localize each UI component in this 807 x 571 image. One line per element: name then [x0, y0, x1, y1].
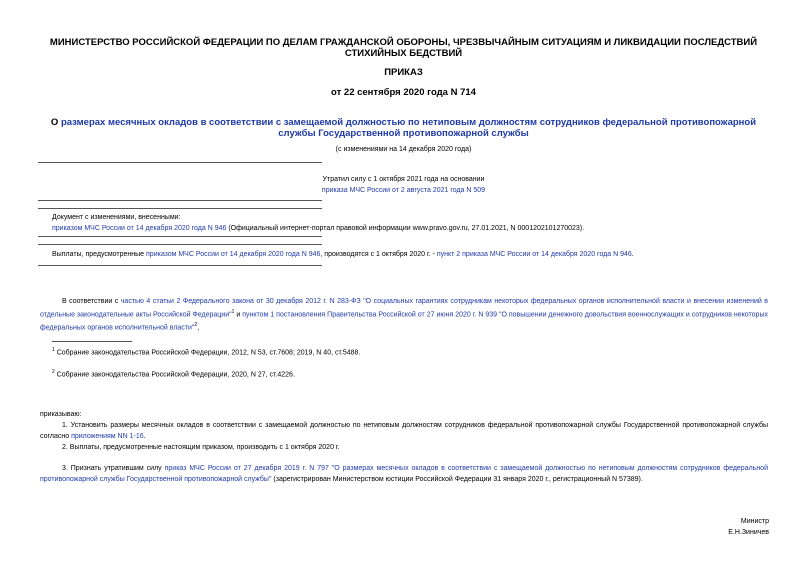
- payments-text: .: [631, 251, 634, 258]
- appendices-link[interactable]: приложениям NN 1-16: [71, 433, 144, 440]
- amendments-label: Документ с изменениями, внесенными:: [52, 214, 181, 221]
- expiry-link[interactable]: приказа МЧС России от 2 августа 2021 года N 509: [321, 187, 486, 194]
- item-1: [40, 420, 768, 442]
- footnote-mark: 2: [194, 322, 198, 329]
- signature-position: Министр: [740, 518, 769, 525]
- divider-line: [38, 236, 322, 237]
- doc-title: [40, 117, 767, 139]
- revision-note: (с изменениями на 14 декабря 2020 года): [335, 146, 472, 153]
- preamble-text: ,: [197, 324, 200, 332]
- expiry-text: Утратил силу с 1 октября 2021 года на основании: [322, 176, 485, 183]
- doc-type: ПРИКАЗ: [384, 67, 423, 78]
- payments-note: [52, 249, 772, 260]
- order-word: приказываю:: [40, 411, 82, 418]
- footnote-text: Собрание законодательства Российской Федерации, 2020, N 27, ст.4226.: [54, 371, 295, 379]
- divider-line: [38, 200, 322, 201]
- footnote-2: [52, 367, 752, 380]
- repealed-order-link[interactable]: приказ МЧС России от 27 декабря 2019 г. N 797 "О размерах месячных окладов в соответствии с замещаемой должностью по нетиповым должностям сотрудников федеральной противопожарной службы Государственной противопожарной службы": [40, 465, 768, 483]
- footnote-mark: 2: [52, 369, 55, 375]
- payments-text: , производятся с 1 октября 2020 г. -: [320, 251, 437, 258]
- item-3-text: (зарегистрирован Министерством юстиции Российской Федерации 31 января 2020 г., регистрационный N 57389).: [271, 476, 643, 483]
- footnote-separator: [52, 341, 132, 342]
- signature-name: Е.Н.Зиничев: [728, 529, 769, 536]
- ministry-heading: МИНИСТЕРСТВО РОССИЙСКОЙ ФЕДЕРАЦИИ ПО ДЕЛАМ ГРАЖДАНСКОЙ ОБОРОНЫ, ЧРЕЗВЫЧАЙНЫМ СИТУАЦИЯМ И ЛИКВИДАЦИИ ПОСЛЕДСТВИЙ СТИХИЙНЫХ БЕДСТВИЙ: [49, 37, 758, 59]
- preamble-text: В соответствии с: [62, 298, 121, 305]
- divider-line: [38, 208, 322, 209]
- expiry-note: [0, 174, 807, 196]
- title-link[interactable]: размерах месячных окладов в соответствии с замещаемой должностью по нетиповым должностям сотрудников федеральной противопожарной службы Государственной противопожарной службы: [60, 117, 757, 139]
- footnote-1: [52, 345, 752, 358]
- item-3: [40, 463, 768, 485]
- item-1-end: .: [143, 433, 146, 440]
- preamble: [40, 296, 768, 334]
- preamble-text: и: [234, 311, 243, 319]
- amendment-details: (Официальный интернет-портал правовой информации www.pravo.gov.ru, 27.01.2021, N 0001202101270023).: [226, 225, 585, 232]
- federal-law-link[interactable]: частью 4 статьи 2 Федерального закона от 30 декабря 2012 г. N 283-ФЗ "О социальных гарантиях сотрудникам некоторых федеральных органов исполнительной власти и внесении изменений в отдельные законодательные акты Российской Федерации": [40, 298, 768, 319]
- divider-line: [38, 265, 322, 266]
- doc-date-number: от 22 сентября 2020 года N 714: [331, 87, 476, 98]
- item-1-text: 1. Установить размеры месячных окладов в соответствии с замещаемой должностью по нетиповым должностям сотрудников федеральной противопожарной службы Государственной противопожарной службы согласно: [40, 422, 768, 440]
- footnote-mark: 1: [52, 347, 55, 353]
- footnote-text: Собрание законодательства Российской Федерации, 2012, N 53, ст.7608; 2019, N 40, ст.5488.: [54, 349, 361, 357]
- signature: [728, 516, 769, 538]
- payments-link-order[interactable]: приказом МЧС России от 14 декабря 2020 года N 946: [146, 251, 321, 258]
- payments-link-item[interactable]: пункт 2 приказа МЧС России от 14 декабря 2020 года N 946: [436, 251, 632, 258]
- payments-text: Выплаты, предусмотренные: [52, 251, 147, 258]
- amendment-link[interactable]: приказом МЧС России от 14 декабря 2020 года N 946: [52, 225, 227, 232]
- divider-line: [38, 244, 322, 245]
- item-3-text: 3. Признать утратившим силу: [62, 465, 165, 472]
- title-prefix: О: [50, 117, 61, 128]
- government-resolution-link[interactable]: пунктом 1 постановления Правительства Российской от 27 июня 2020 г. N 939 "О повышении денежного довольствия военнослужащих и сотрудников некоторых федеральных органов исполнительной власти": [40, 311, 768, 332]
- item-2: 2. Выплаты, предусмотренные настоящим приказом, производить с 1 октября 2020 г.: [62, 444, 340, 451]
- divider-line: [38, 162, 322, 163]
- footnote-mark: 1: [231, 309, 235, 315]
- amendments-block: [52, 212, 772, 234]
